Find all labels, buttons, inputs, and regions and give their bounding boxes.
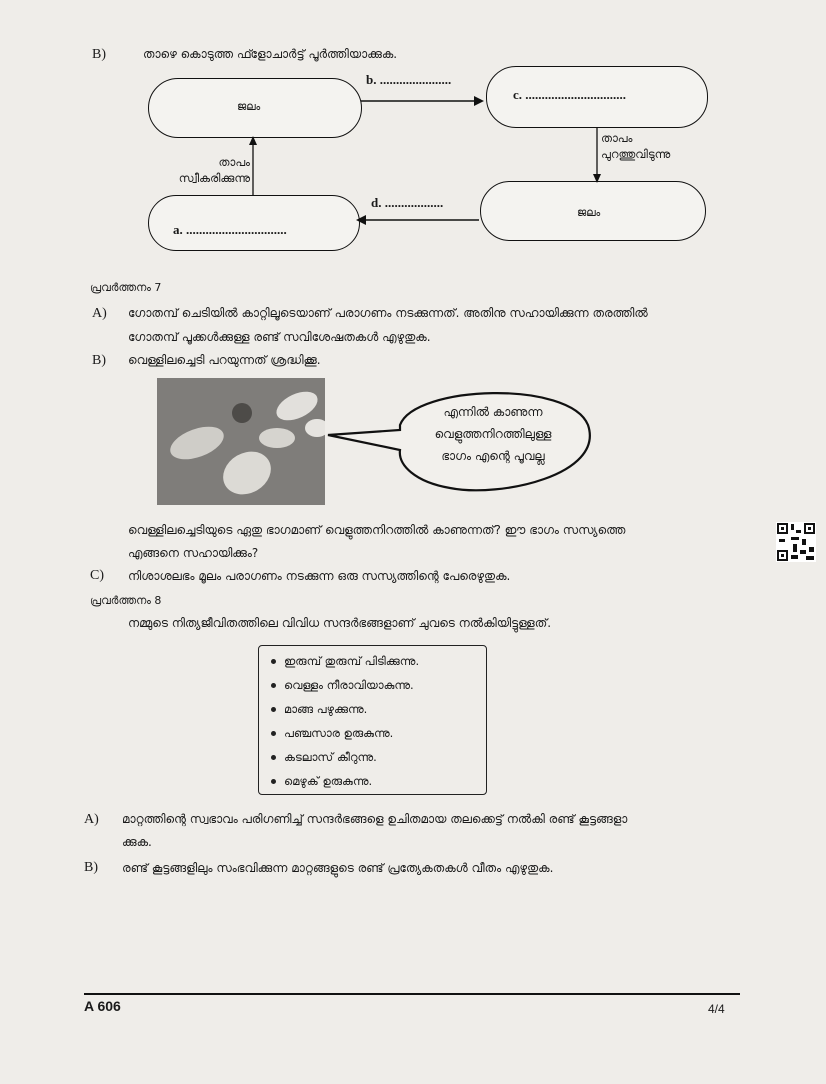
- footer-rule: [84, 993, 740, 995]
- bullet-icon: [271, 779, 276, 784]
- list-item: [259, 745, 486, 769]
- page-number: 4/4: [708, 1002, 725, 1016]
- blank-b: b. ......................: [366, 72, 452, 87]
- list-item: [259, 649, 486, 673]
- bullet-icon: [271, 707, 276, 712]
- bubble-line: എന്നിൽ കാണുന്ന: [443, 405, 543, 419]
- heat-released-label: [601, 130, 670, 162]
- question-text: രണ്ട് കൂട്ടങ്ങളിലും സംഭവിക്കുന്ന മാറ്റങ്ങളുടെ രണ്ട് പ്രത്യേകതകൾ വീതം എഴുതുക.: [122, 861, 554, 875]
- question-text: താഴെ കൊടുത്ത ഫ്ളോചാർട്ട് പൂർത്തിയാക്കുക.: [143, 47, 398, 61]
- list-item: [259, 721, 486, 745]
- box-text: ജലം: [577, 206, 601, 219]
- question-label: A): [84, 812, 99, 827]
- list-item-text: മാങ്ങ പഴുക്കുന്നു.: [284, 702, 368, 716]
- question-text: എങ്ങനെ സഹായിക്കും?: [128, 546, 259, 560]
- situations-list: [258, 645, 487, 795]
- question-text: നിശാശലഭം മൂലം പരാഗണം നടക്കുന്ന ഒരു സസ്യത്തിന്റെ പേരെഴുതുക.: [128, 569, 511, 583]
- bullet-icon: [271, 731, 276, 736]
- bullet-icon: [271, 659, 276, 664]
- label-line: സ്വീകരിക്കുന്നു: [178, 171, 250, 185]
- question-label: B): [92, 353, 106, 368]
- question-text: ക്കുക.: [122, 835, 152, 849]
- question-text: ഗോതമ്പ് ചെടിയിൽ കാറ്റിലൂടെയാണ് പരാഗണം നടക്കുന്നത്. അതിനു സഹായിക്കുന്ന തരത്തിൽ: [128, 306, 648, 320]
- paper-code: A 606: [84, 998, 121, 1014]
- list-item-text: പഞ്ചസാര ഉരുകുന്നു.: [284, 726, 394, 740]
- label-line: താപം: [601, 131, 633, 145]
- question-text: വെള്ളിലച്ചെടിയുടെ ഏതു ഭാഗമാണ് വെളുത്തനിറത്തിൽ കാണുന്നത്? ഈ ഭാഗം സസ്യത്തെ: [128, 523, 626, 537]
- list-item-text: ഇരുമ്പ് തുരുമ്പ് പിടിക്കുന്നു.: [284, 654, 420, 668]
- bubble-line: വെളുത്തനിറത്തിലുള്ള: [434, 427, 552, 441]
- list-item-text: മെഴുക് ഉരുകുന്നു.: [284, 774, 373, 788]
- question-label: B): [92, 47, 106, 62]
- intro-text: നമ്മുടെ നിത്യജീവിതത്തിലെ വിവിധ സന്ദർഭങ്ങളാണ് ചുവടെ നൽകിയിട്ടുള്ളത്.: [128, 616, 552, 630]
- label-line: താപം: [218, 155, 250, 169]
- bubble-line: ഭാഗം എന്റെ പൂവല്ല: [441, 449, 545, 463]
- blank-d: d. ..................: [371, 195, 444, 210]
- bullet-icon: [271, 683, 276, 688]
- list-item: [259, 769, 486, 793]
- blank-c: c. ...............................: [513, 87, 627, 102]
- heat-absorbed-label: [156, 154, 250, 186]
- blank-a: a. ...............................: [173, 222, 287, 237]
- list-item-text: കടലാസ് കീറുന്നു.: [284, 750, 377, 764]
- activity-8-heading: പ്രവർത്തനം 8: [90, 594, 162, 607]
- question-label: B): [84, 860, 98, 875]
- poinsettia-photo: [157, 378, 325, 505]
- question-text: വെള്ളിലച്ചെടി പറയുന്നത് ശ്രദ്ധിക്കൂ.: [128, 353, 321, 367]
- flow-arrows: [0, 0, 826, 270]
- question-label: A): [92, 306, 107, 321]
- qr-code: [776, 522, 816, 562]
- list-item-text: വെള്ളം നീരാവിയാകുന്നു.: [284, 678, 414, 692]
- bubble-text: [398, 401, 588, 467]
- question-label: C): [90, 568, 104, 583]
- label-line: പുറത്തുവിടുന്നു: [601, 147, 671, 161]
- question-text: ഗോതമ്പ് പൂക്കൾക്കുള്ള രണ്ട് സവിശേഷതകൾ എഴുതുക.: [128, 330, 431, 344]
- box-text: ജലം: [237, 100, 261, 113]
- list-item: [259, 697, 486, 721]
- question-text: മാറ്റത്തിന്റെ സ്വഭാവം പരിഗണിച്ച് സന്ദർഭങ്ങളെ ഉചിതമായ തലക്കെട്ട് നൽകി രണ്ട് കൂട്ടങ്ങളാ: [122, 812, 628, 826]
- activity-7-heading: പ്രവർത്തനം 7: [90, 281, 162, 294]
- list-item: [259, 673, 486, 697]
- bullet-icon: [271, 755, 276, 760]
